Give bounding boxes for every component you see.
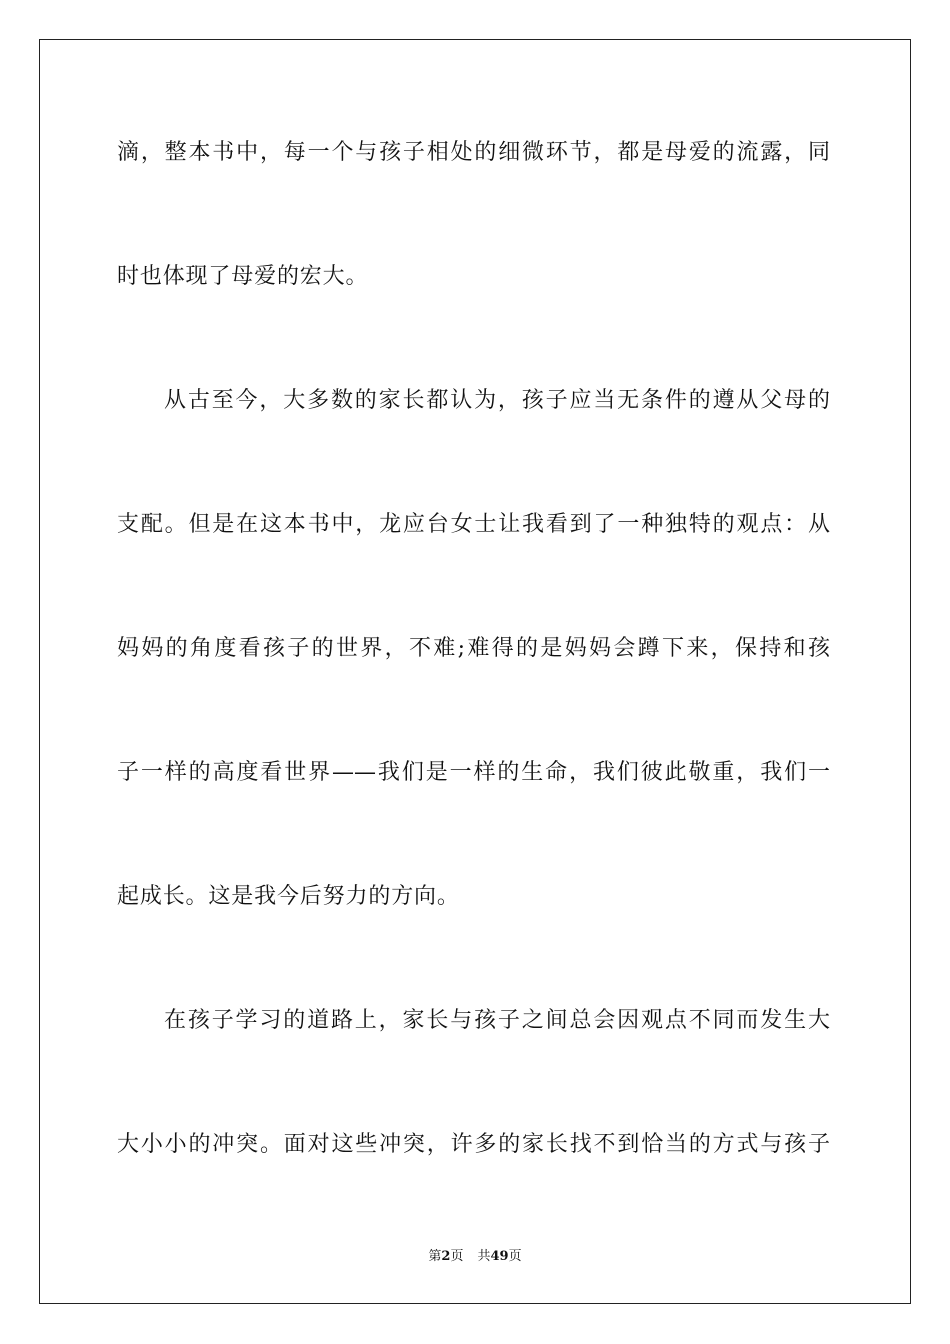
paragraph-start-line: 从古至今，大多数的家长都认为，孩子应当无条件的遵从父母的 [164, 388, 830, 413]
total-pages-number: 49 [490, 1249, 509, 1264]
page-border [39, 39, 911, 1304]
text-line-6: 子一样的高度看世界——我们是一样的生命，我们彼此敬重，我们一 [117, 760, 830, 785]
paragraph-start-line: 在孩子学习的道路上，家长与孩子之间总会因观点不同而发生大 [164, 1008, 830, 1033]
text-line-4: 支配。但是在这本书中，龙应台女士让我看到了一种独特的观点：从 [117, 512, 830, 537]
text-line-2: 时也体现了母爱的宏大。 [117, 264, 369, 289]
total-label-prefix: 共 [477, 1249, 491, 1264]
page-label-suffix: 页 [450, 1249, 464, 1264]
text-line-7: 起成长。这是我今后努力的方向。 [117, 884, 460, 909]
page-footer [0, 1248, 950, 1266]
text-line-9: 大小小的冲突。面对这些冲突，许多的家长找不到恰当的方式与孩子 [117, 1132, 830, 1157]
text-line-1: 滴，整本书中，每一个与孩子相处的细微环节，都是母爱的流露，同 [117, 140, 830, 165]
current-page-number: 2 [441, 1249, 451, 1264]
page-label-prefix: 第 [428, 1249, 442, 1264]
text-line-5: 妈妈的角度看孩子的世界，不难;难得的是妈妈会蹲下来，保持和孩 [117, 636, 830, 661]
total-label-suffix: 页 [508, 1249, 522, 1264]
